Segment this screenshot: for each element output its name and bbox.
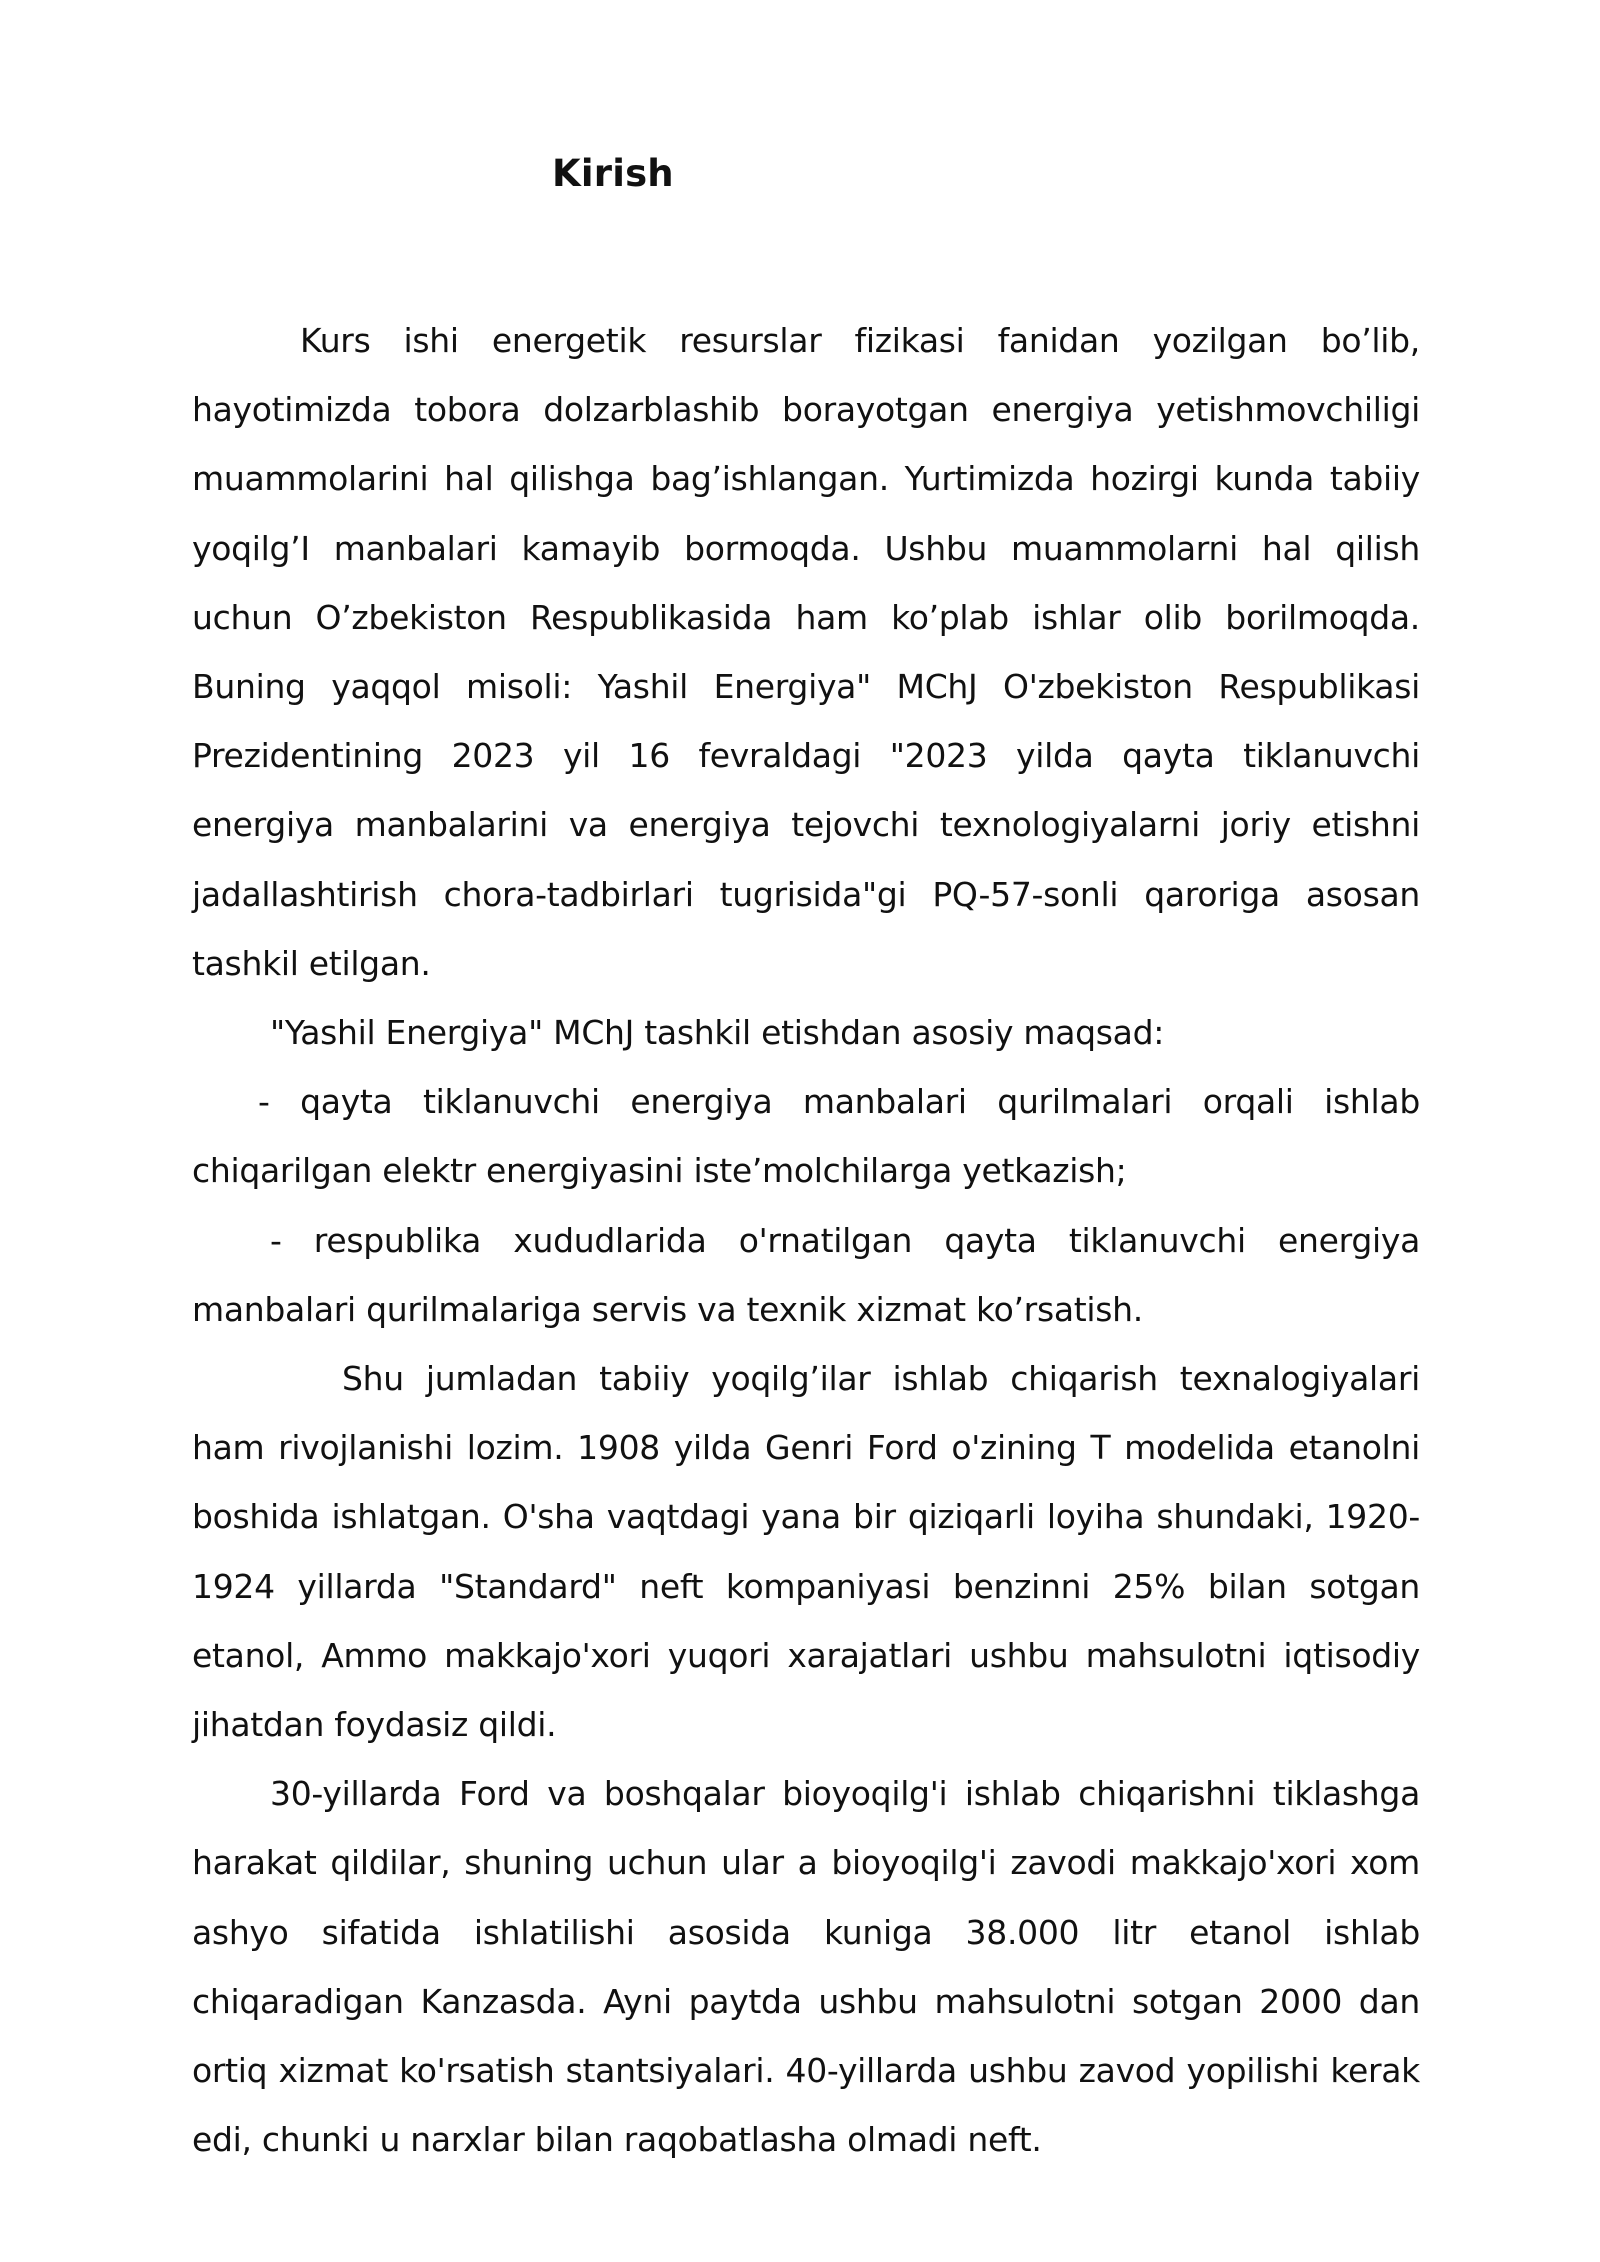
list-item-goal-1: - qayta tiklanuvchi energiya manbalari qurilmalari orqali ishlab chiqarilgan elektr energiyasini iste’molchilarga yetkazish; [192, 1082, 1420, 1191]
page-title: Kirish [552, 152, 674, 195]
paragraph-history: Shu jumladan tabiiy yoqilg’ilar ishlab chiqarish texnalogiyalari ham rivojlanishi lozim. 1908 yilda Genri Ford o'zining T modelida etanolni boshida ishlatgan. O'sha vaqtdagi yana bir qiziqarli loyiha shundaki, 1920-1924 yillarda "Standard" neft kompaniyasi benzinni 25% bilan sotgan etanol, Ammo makkajo'xori yuqori xarajatlari ushbu mahsulotni iqtisodiy jihatdan foydasiz qildi. [192, 1359, 1420, 1745]
paragraph-intro: Kurs ishi energetik resurslar fizikasi fanidan yozilgan bo’lib, hayotimizda tobora dolzarblashib borayotgan energiya yetishmovchiligi muammolarini hal qilishga bag’ishlangan. Yurtimizda hozirgi kunda tabiiy yoqilg’I manbalari kamayib bormoqda. Ushbu muammolarni hal qilish uchun O’zbekiston Respublikasida ham ko’plab ishlar olib borilmoqda. Buning yaqqol misoli: Yashil Energiya" MChJ O'zbekiston Respublikasi Prezidentining 2023 yil 16 fevraldagi "2023 yilda qayta tiklanuvchi energiya manbalarini va energiya tejovchi texnologiyalarni joriy etishni jadallashtirish chora-tadbirlari tugrisida"gi PQ-57-sonli qaroriga asosan tashkil etilgan. [192, 321, 1420, 983]
paragraph-goal-heading: "Yashil Energiya" MChJ tashkil etishdan asosiy maqsad: [270, 1013, 1165, 1053]
paragraph-thirties: 30-yillarda Ford va boshqalar bioyoqilg'i ishlab chiqarishni tiklashga harakat qildilar, shuning uchun ular a bioyoqilg'i zavodi makkajo'xori xom ashyo sifatida ishlatilishi asosida kuniga 38.000 litr etanol ishlab chiqaradigan Kanzasda. Ayni paytda ushbu mahsulotni sotgan 2000 dan ortiq xizmat ko'rsatish stantsiyalari. 40-yillarda ushbu zavod yopilishi kerak edi, chunki u narxlar bilan raqobatlasha olmadi neft. [192, 1774, 1420, 2160]
document-body [192, 306, 1420, 2174]
list-item-goal-2: - respublika xududlarida o'rnatilgan qayta tiklanuvchi energiya manbalari qurilmalariga servis va texnik xizmat ko’rsatish. [192, 1220, 1420, 1329]
